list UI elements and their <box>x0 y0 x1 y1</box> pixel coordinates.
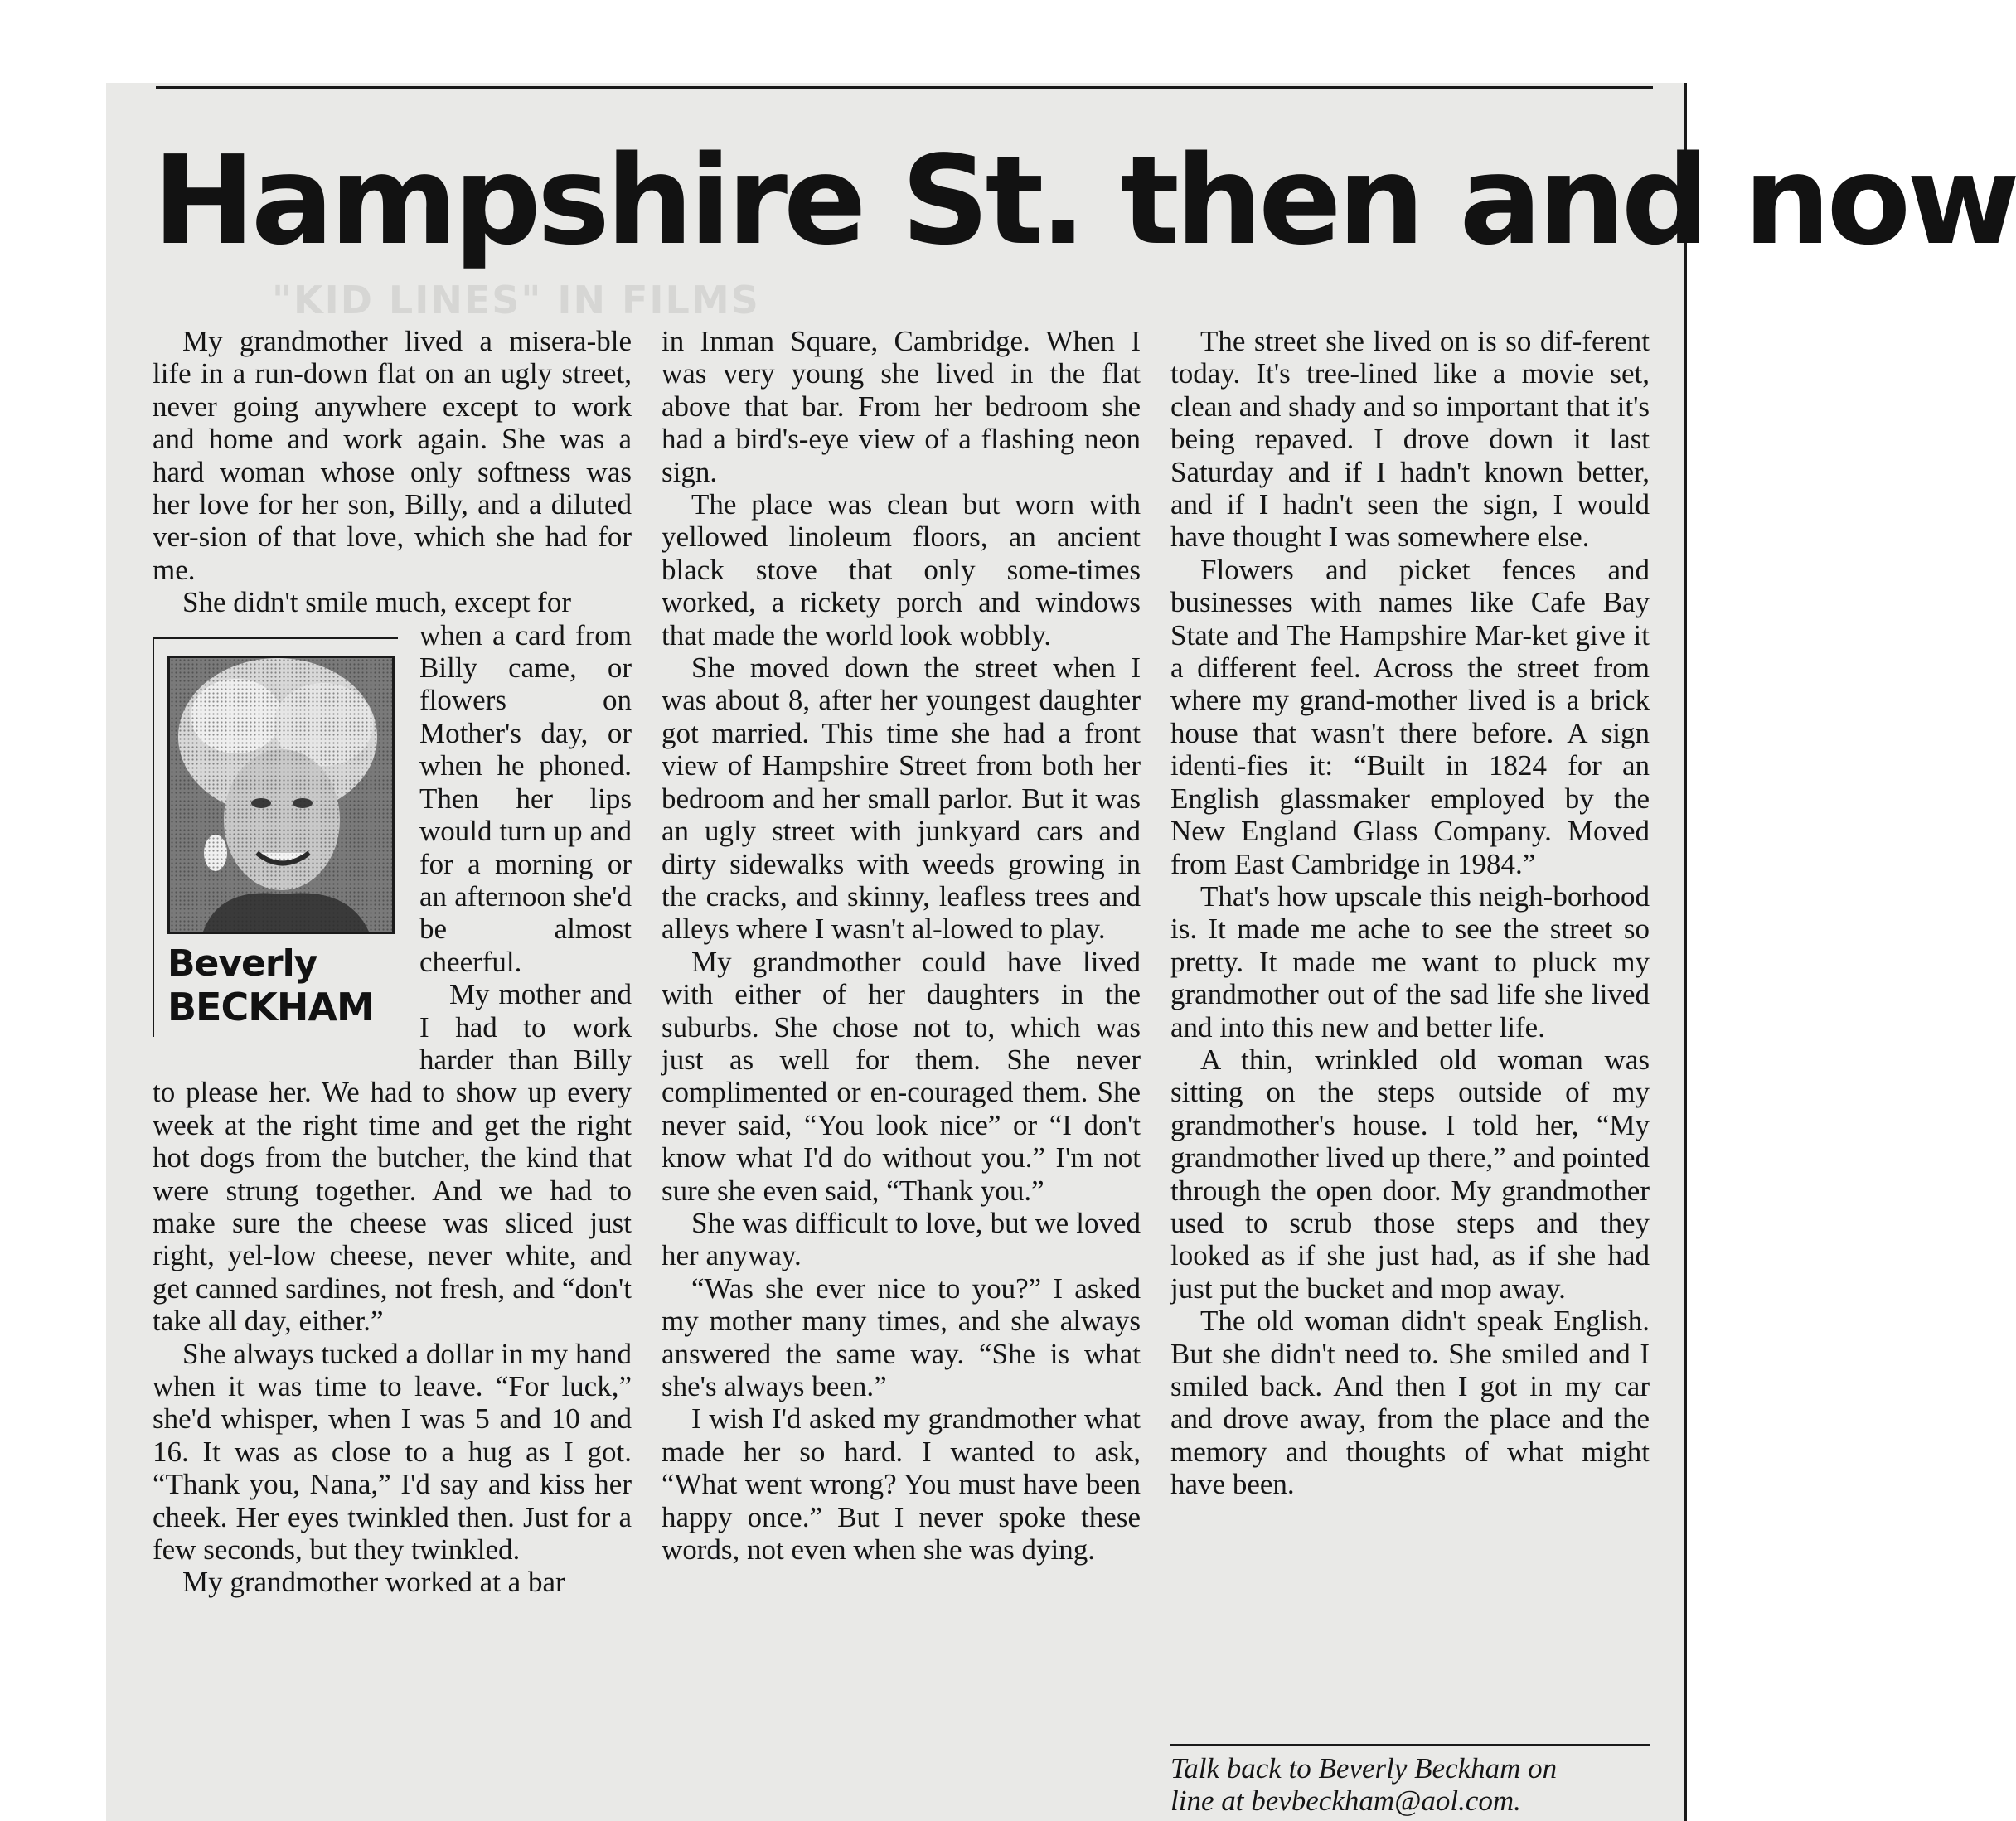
paragraph: My grandmother lived a misera-ble life in a run-down flat on an ugly street, never going anywhere except to work and home and work again. She was a hard woman whose only softness was her love for her son, Billy, and a diluted ver-sion of that love, which she had for me. <box>153 325 632 586</box>
paragraph: Flowers and picket fences and businesses with names like Cafe Bay State and The Hampshire Mar-ket give it a different feel. Across the street from where my grand-mother lived is a brick house that wasn't there before. A sign identi-fies it: “Built in 1824 for an English glassmaker employed by the New England Glass Company. Moved from East Cambridge in 1984.” <box>1170 553 1650 880</box>
byline-first-name: Beverly <box>167 942 317 985</box>
author-portrait-image <box>170 658 392 932</box>
paragraph: My grandmother worked at a bar <box>182 1566 565 1599</box>
author-photo <box>167 656 395 934</box>
bio-vertical-rule <box>153 637 154 1037</box>
paragraph: I wish I'd asked my grandmother what made her so hard. I wanted to ask, “What went wrong? You must have been happy once.” But I never spoke these words, not even when she was dying. <box>662 1402 1141 1567</box>
paragraph: My grandmother could have lived with either of her daughters in the suburbs. She chose not to, which was just as well for them. She never complimented or en-couraged them. She never said, “You look nice” or “I don't know what I'd do without you.” I'm not sure she even said, “Thank you.” <box>662 945 1141 1207</box>
byline-last-name: BECKHAM <box>167 984 374 1029</box>
paragraph: The old woman didn't speak English. But she didn't need to. She smiled and I smiled back. And then I got in my car and drove away, from the place and the memory and thoughts of what might have been. <box>1170 1305 1650 1501</box>
column-2 <box>662 325 1141 1566</box>
bio-rule <box>153 637 398 639</box>
paragraph: She moved down the street when I was about 8, after her youngest daughter got married. This time she had a front view of Hampshire Street from both her bedroom and her small parlor. But it was an ugly street with junkyard cars and dirty sidewalks with weeds growing in the cracks, and skinny, leafless trees and alleys where I wasn't al-lowed to play. <box>662 651 1141 946</box>
paragraph: in Inman Square, Cambridge. When I was very young she lived in the flat above that bar. From her bedroom she had a bird's-eye view of a flashing neon sign. <box>662 325 1141 488</box>
tagline <box>1170 1752 1650 1818</box>
paragraph: She was difficult to love, but we loved her anyway. <box>662 1206 1141 1272</box>
top-rule <box>156 86 1653 89</box>
paragraph: The street she lived on is so dif-ferent today. It's tree-lined like a movie set, clean and shady and so important that it's being repaved. I drove down it last Saturday and if I hadn't known better, and if I hadn't seen the sign, I would have thought I was somewhere else. <box>1170 325 1650 554</box>
tagline-line-2: line at bevbeckham@aol.com. <box>1170 1785 1521 1818</box>
paragraph: She always tucked a dollar in my hand when it was time to leave. “For luck,” she'd whisper, when I was 5 and 10 and 16. It was as close to a hug as I got. “Thank you, Nana,” I'd say and kiss her cheek. Her eyes twinkled then. Just for a few seconds, but they twinkled. <box>153 1337 632 1567</box>
paragraph: “Was she ever nice to you?” I asked my mother many times, and she always answered the same way. “She is what she's always been.” <box>662 1271 1141 1402</box>
paragraph: when a card from Billy came, or flowers on Mother's day, or when he phoned. Then her lips would turn up and for a morning or an afternoon she'd be almost cheerful. <box>419 618 632 978</box>
bleed-through-text: "KID LINES" IN FILMS <box>272 278 760 322</box>
column-3 <box>1170 325 1650 1501</box>
paragraph: My mother and I had to work harder than Billy to please her. We had to show up every week at the right time and get the right hot dogs from the butcher, the kind that were strung together. And we had to make sure the cheese was sliced just right, yel-low cheese, never white, and get canned sardines, not fresh, and “don't take all day, either.” <box>153 978 632 1338</box>
author-bio-box <box>153 637 401 1052</box>
tagline-rule <box>1170 1744 1650 1746</box>
column-1 <box>153 325 632 1599</box>
paragraph: She didn't smile much, except for <box>182 586 571 619</box>
byline <box>167 942 374 1029</box>
newspaper-clipping <box>106 83 2016 1821</box>
paragraph: That's how upscale this neigh-borhood is. It made me ache to see the street so pretty. It made me want to pluck my grandmother out of the sad life she lived and into this new and better life. <box>1170 879 1650 1044</box>
headline: Hampshire St. then and now <box>153 129 2016 272</box>
tagline-line-1: Talk back to Beverly Beckham on <box>1170 1752 1558 1785</box>
paragraph: The place was clean but worn with yellowed linoleum floors, an ancient black stove that only some-times worked, a rickety porch and windows that made the world look wobbly. <box>662 488 1141 651</box>
paragraph: A thin, wrinkled old woman was sitting on the steps outside of my grandmother's house. I told her, “My grandmother lived up there,” and pointed through the open door. My grandmother used to scrub those steps and they looked as if she just had, as if she had just put the bucket and mop away. <box>1170 1043 1650 1305</box>
